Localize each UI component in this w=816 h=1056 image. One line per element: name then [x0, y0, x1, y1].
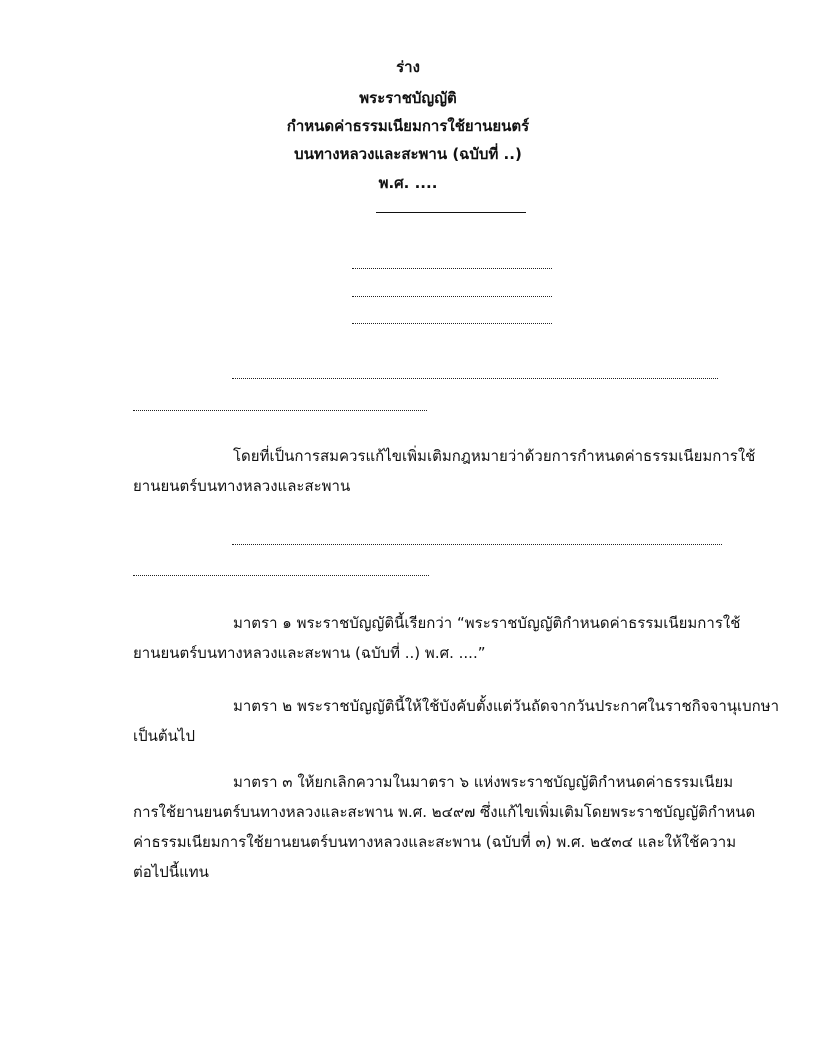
act-year: พ.ศ. ....	[378, 174, 438, 192]
act-title-line-2: บนทางหลวงและสะพาน (ฉบับที่ ..)	[294, 145, 522, 163]
blank-line-5	[133, 410, 427, 411]
blank-line-4	[232, 378, 718, 379]
blank-line-6	[232, 544, 722, 545]
blank-line-7	[133, 575, 429, 576]
section-3-line-2: การใช้ยานยนตร์บนทางหลวงและสะพาน พ.ศ. ๒๔๙๗ ซึ่งแก้ไขเพิ่มเติมโดยพระราชบัญญัติกำหนด	[133, 803, 756, 821]
section-1-line-1: มาตรา ๑ พระราชบัญญัตินี้เรียกว่า “พระราชบัญญัติกำหนดค่าธรรมเนียมการใช้	[233, 614, 741, 632]
section-1	[133, 608, 741, 668]
section-3-line-3: ค่าธรรมเนียมการใช้ยานยนตร์บนทางหลวงและสะพาน (ฉบับที่ ๓) พ.ศ. ๒๕๓๔ และให้ใช้ความ	[133, 833, 737, 851]
preamble	[133, 441, 756, 501]
blank-line-1	[352, 268, 552, 269]
act-title-line-1: กำหนดค่าธรรมเนียมการใช้ยานยนตร์	[286, 117, 530, 135]
preamble-line-2: ยานยนตร์บนทางหลวงและสะพาน	[133, 477, 351, 495]
section-3-line-1: มาตรา ๓ ให้ยกเลิกความในมาตรา ๖ แห่งพระราชบัญญัติกำหนดค่าธรรมเนียม	[233, 773, 734, 791]
section-1-line-2: ยานยนตร์บนทางหลวงและสะพาน (ฉบับที่ ..) พ.ศ. ....”	[133, 644, 486, 662]
act-type: พระราชบัญญัติ	[359, 89, 457, 107]
section-3-line-4: ต่อไปนี้แทน	[133, 863, 209, 881]
section-2-line-1: มาตรา ๒ พระราชบัญญัตินี้ให้ใช้บังคับตั้งแต่วันถัดจากวันประกาศในราชกิจจานุเบกษา	[233, 697, 780, 715]
header-underline	[376, 212, 526, 213]
preamble-line-1: โดยที่เป็นการสมควรแก้ไขเพิ่มเติมกฎหมายว่าด้วยการกำหนดค่าธรรมเนียมการใช้	[233, 447, 756, 465]
blank-line-2	[352, 296, 552, 297]
section-2-line-2: เป็นต้นไป	[133, 727, 195, 745]
section-3	[133, 767, 756, 887]
section-2	[133, 691, 780, 751]
draft-label: ร่าง	[396, 58, 420, 76]
blank-line-3	[352, 323, 552, 324]
